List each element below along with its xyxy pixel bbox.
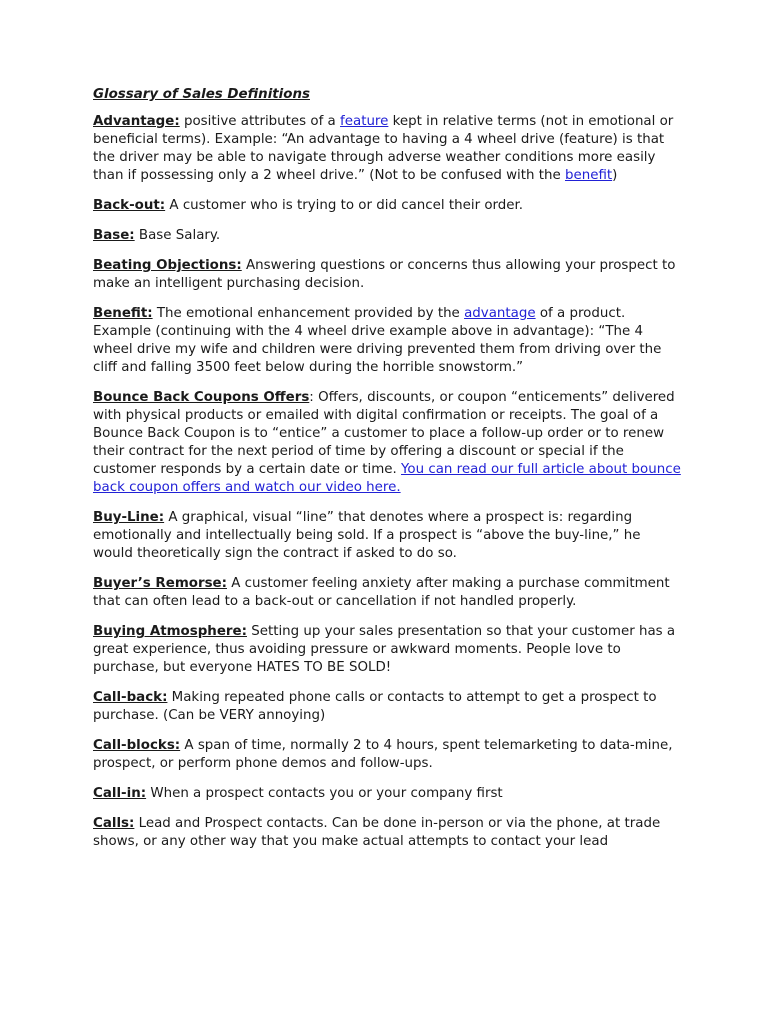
glossary-definition-text: Making repeated phone calls or contacts to attempt to get a prospect to purchase. (Can be VERY annoying) [93,690,657,723]
glossary-term: Calls: [93,816,135,831]
glossary-entry [93,113,683,185]
glossary-entry [93,575,683,611]
glossary-definition-text: Lead and Prospect contacts. Can be done in-person or via the phone, at trade shows, or any other way that you make actual attempts to contact your lead [93,816,661,849]
glossary-term: Base: [93,228,135,243]
glossary-entry [93,227,683,245]
glossary-entry [93,257,683,293]
glossary-definition-text: A span of time, normally 2 to 4 hours, spent telemarketing to data-mine, prospect, or perform phone demos and follow-ups. [93,738,673,771]
glossary-entry [93,197,683,215]
glossary-definition-text: positive attributes of a [179,114,341,129]
glossary-entry [93,305,683,377]
glossary-link[interactable]: benefit [564,168,613,183]
glossary-term: Buyer’s Remorse: [93,576,227,591]
document-page [93,86,683,863]
glossary-definition-text: Answering questions or concerns thus allowing your prospect to make an intelligent purchasing decision. [93,258,676,291]
glossary-term: Call-in: [93,786,147,801]
glossary-definition-text: The emotional enhancement provided by the [152,306,465,321]
glossary-definition-text: Setting up your sales presentation so that your customer has a great experience, thus avoiding pressure or awkward moments. People love to purchase, but everyone HATES TO BE SOLD! [93,624,676,675]
glossary-link[interactable]: feature [340,114,389,129]
glossary-definition-text: A customer feeling anxiety after making a purchase commitment that can often lead to a back-out or cancellation if not handled properly. [93,576,670,609]
glossary-definition-text: of a product. Example (continuing with the 4 wheel drive example above in advantage): “The 4 wheel drive my wife and children were driving prevented them from driving over the cliff and falling 3500 feet below during the horrible snowstorm.” [93,306,662,375]
glossary-entry [93,815,683,851]
document-title: Glossary of Sales Definitions [93,87,310,102]
glossary-term: Beating Objections: [93,258,242,273]
glossary-term: Call-blocks: [93,738,181,753]
glossary-entry [93,737,683,773]
glossary-term: Advantage: [93,114,180,129]
glossary-term: Call-back: [93,690,168,705]
glossary-link[interactable]: You can read our full article about bounce back coupon offers and watch our video here. [93,462,681,495]
glossary-entry [93,785,683,803]
glossary-term: Benefit: [93,306,153,321]
glossary-definition-text: A customer who is trying to or did cancel their order. [165,198,524,213]
glossary-list [93,113,683,851]
glossary-entry [93,389,683,497]
glossary-definition-text: A graphical, visual “line” that denotes where a prospect is: regarding emotionally and intellectually being sold. If a prospect is “above the buy-line,” he would theoretically sign the contract if asked to do so. [93,510,641,561]
glossary-entry [93,623,683,677]
glossary-entry [93,689,683,725]
glossary-definition-text: : Offers, discounts, or coupon “enticements” delivered with physical products or emailed with digital confirmation or receipts. The goal of a Bounce Back Coupon is to “entice” a customer to place a follow-up order or to renew their contract for the next period of time by offering a discount or special if the customer responds by a certain date or time. [93,390,675,477]
glossary-definition-text: ) [612,168,618,183]
glossary-definition-text: Base Salary. [134,228,221,243]
glossary-definition-text: kept in relative terms (not in emotional or beneficial terms). Example: “An advantage to having a 4 wheel drive (feature) is that the driver may be able to navigate through adverse weather conditions more easily than if possessing only a 2 wheel drive.” (Not to be confused with the [93,114,674,183]
glossary-entry [93,509,683,563]
glossary-term: Back-out: [93,198,166,213]
glossary-definition-text: When a prospect contacts you or your company first [146,786,503,801]
glossary-term: Buy-Line: [93,510,165,525]
glossary-term: Buying Atmosphere: [93,624,247,639]
glossary-link[interactable]: advantage [464,306,536,321]
glossary-term: Bounce Back Coupons Offers [93,390,310,405]
